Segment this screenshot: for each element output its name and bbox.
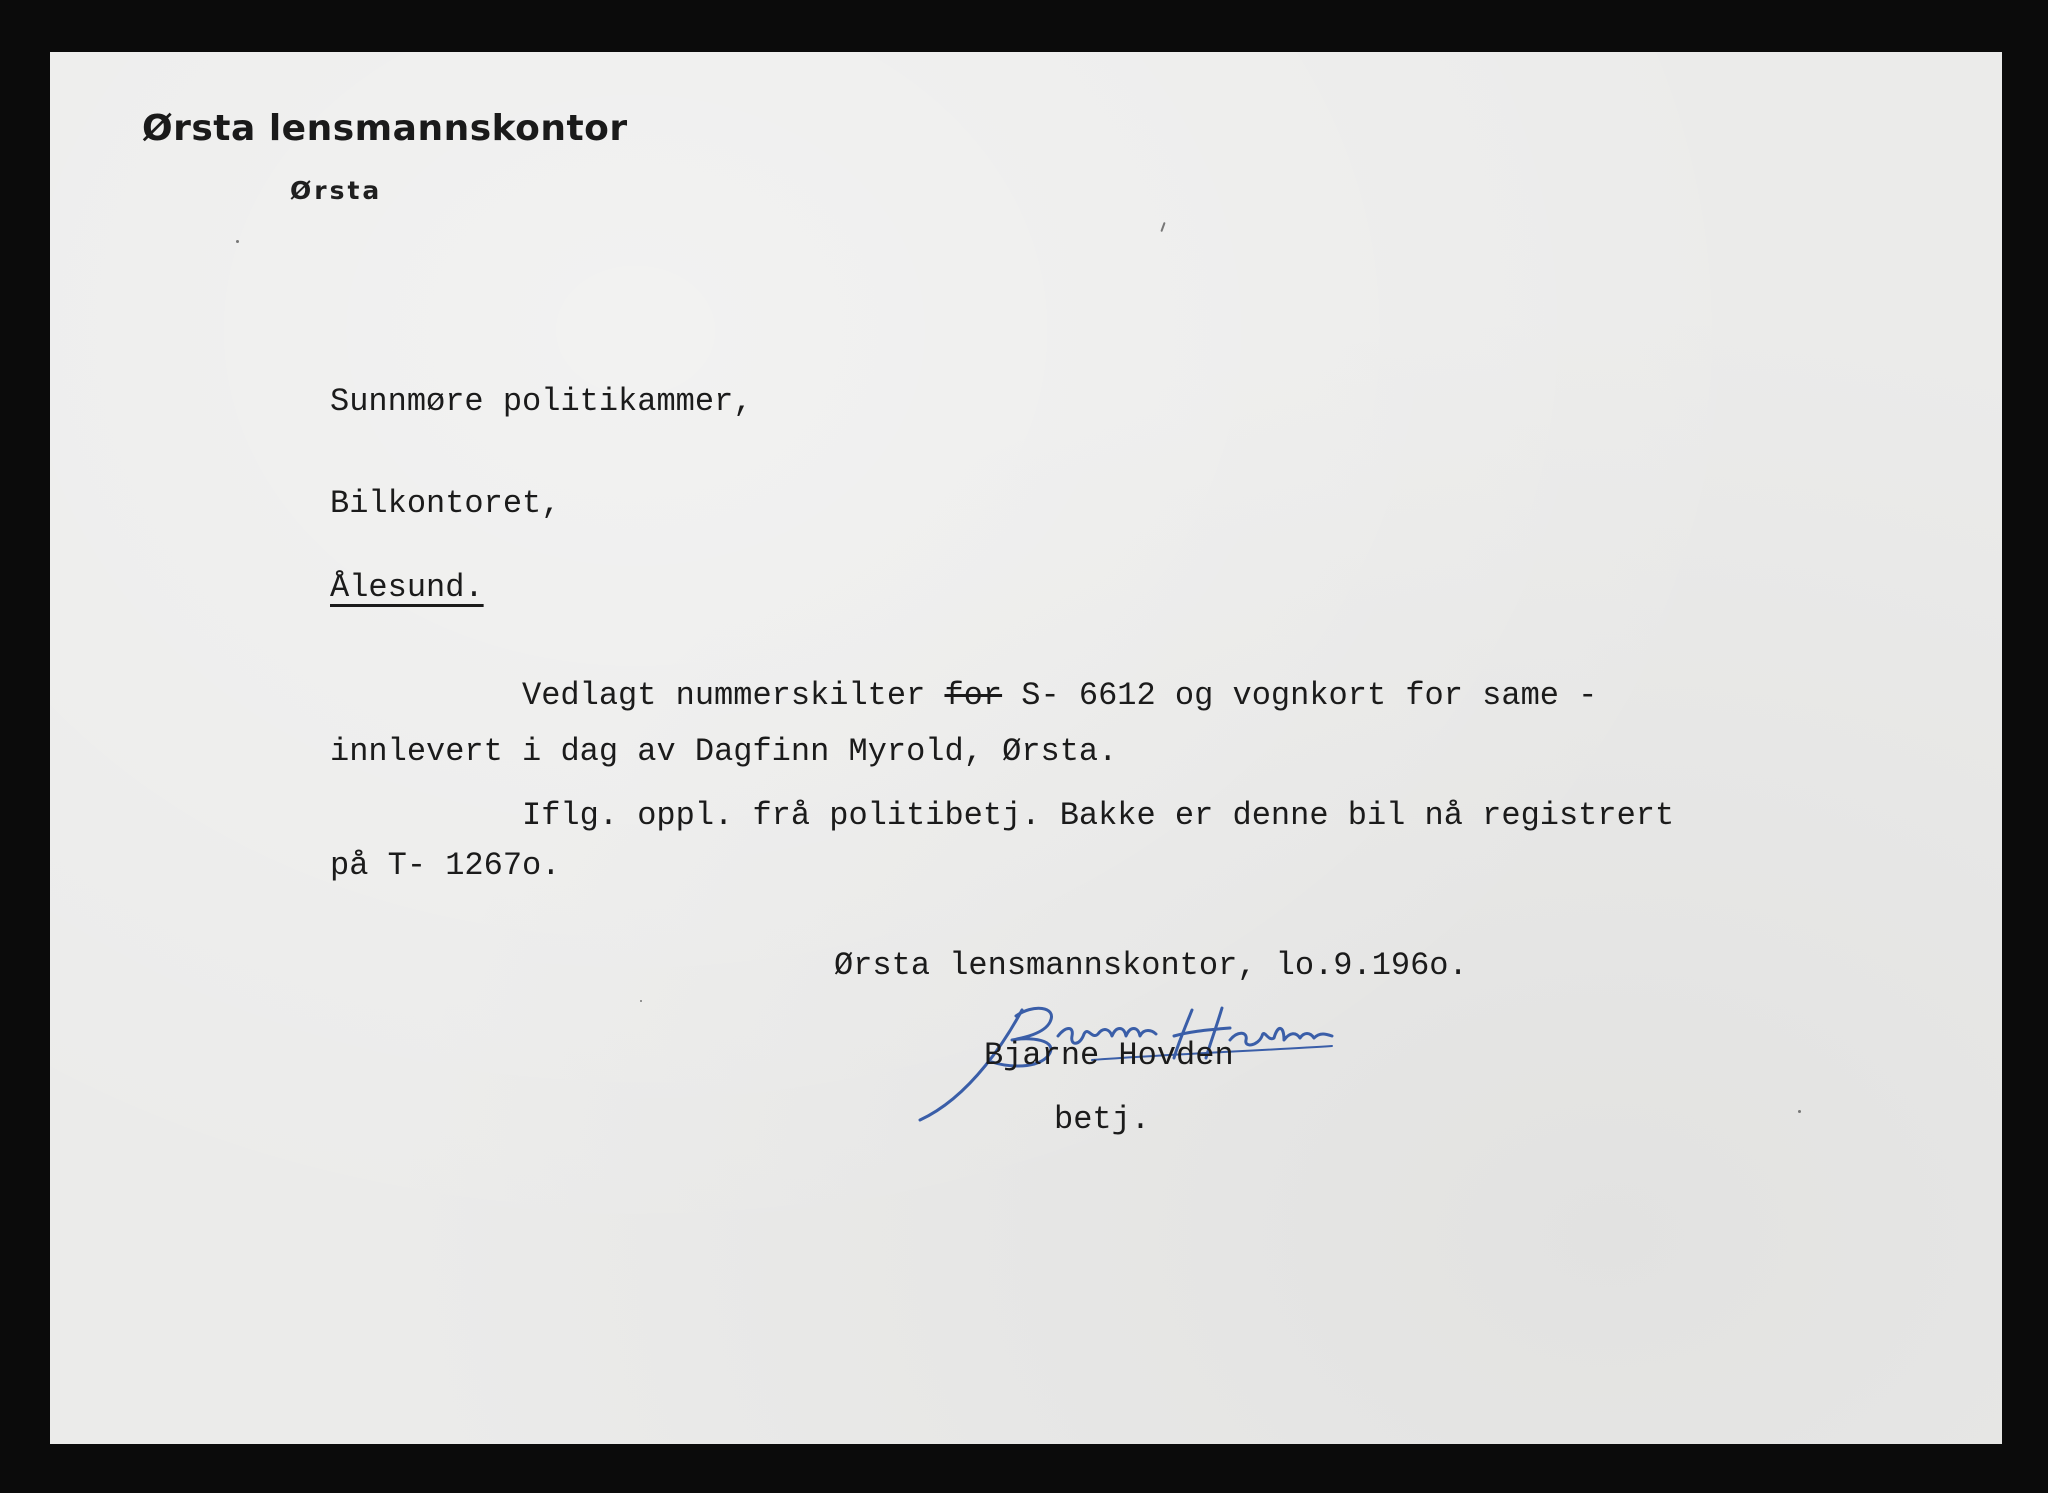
letterhead-town: Ørsta <box>290 176 383 205</box>
paper-speck <box>236 240 239 243</box>
body-paragraph-1-line-2: innlevert i dag av Dagfinn Myrold, Ørsta. <box>330 733 1118 770</box>
recipient-line-2: Bilkontoret, <box>330 485 561 522</box>
paper-speck <box>640 1000 642 1002</box>
paper-speck <box>1798 1110 1801 1113</box>
recipient-line-1: Sunnmøre politikammer, <box>330 383 753 420</box>
signer-name: Bjarne Hovden <box>984 1037 1234 1074</box>
recipient-city: Ålesund. <box>330 569 484 606</box>
body-paragraph-1-line-1 <box>522 677 1598 714</box>
body-paragraph-2-line-1: Iflg. oppl. frå politibetj. Bakke er denne bil nå registrert <box>522 797 1675 834</box>
body-text-start: Vedlagt nummerskilter <box>522 677 926 714</box>
body-text-end: S- 6612 og vognkort for same - <box>1021 677 1598 714</box>
body-paragraph-2-line-2: på T- 1267o. <box>330 847 561 884</box>
struck-word: for <box>944 677 1003 714</box>
signer-title: betj. <box>1054 1101 1151 1138</box>
letterhead-office-name: Ørsta lensmannskontor <box>142 108 628 149</box>
closing-place-date: Ørsta lensmannskontor, lo.9.196o. <box>834 947 1468 984</box>
